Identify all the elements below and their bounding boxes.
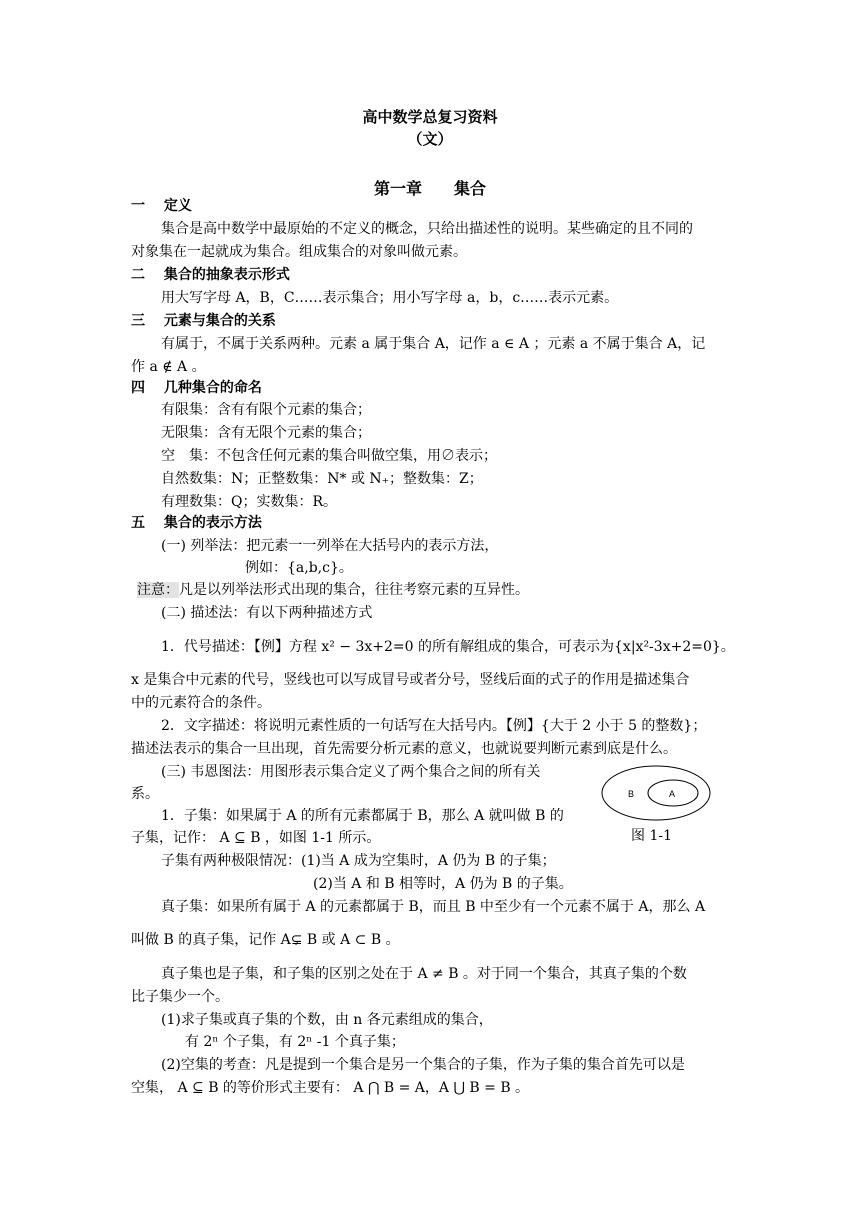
section-heading-1: 一 定义 <box>131 198 192 214</box>
chapter-title: 第一章 集合 <box>373 179 486 198</box>
paragraph: 对象集在一起就成为集合。组成集合的对象叫做元素。 <box>131 244 467 260</box>
section-heading-3: 三 元素与集合的关系 <box>131 313 276 329</box>
paragraph: 真子集：如果所有属于 A 的元素都属于 B，而且 B 中至少有一个元素不属于 A，那么 A <box>161 899 706 915</box>
paragraph: 作 a ∉ A 。 <box>131 359 206 375</box>
paragraph: (二) 描述法：有以下两种描述方式 <box>161 605 373 621</box>
paragraph: 1．子集：如果属于 A 的所有元素都属于 B，那么 A 就叫做 B 的 <box>161 808 564 824</box>
paragraph: 中的元素符合的条件。 <box>131 695 271 711</box>
paragraph: 子集有两种极限情况：(1)当 A 成为空集时，A 仍为 B 的子集； <box>161 853 556 869</box>
paragraph: x 是集合中元素的代号，竖线也可以写成冒号或者分号，竖线后面的式子的作用是描述集合 <box>131 672 690 688</box>
list-item: 有限集：含有有限个元素的集合； <box>161 402 371 418</box>
note <box>137 580 737 600</box>
paragraph: 空集， A ⊆ B 的等价形式主要有： A ⋂ B = A，A ⋃ B = B 。 <box>131 1080 530 1096</box>
set-a-label: A <box>669 789 676 799</box>
paragraph: 系。 <box>131 786 159 802</box>
doc-subtitle: （文） <box>407 130 453 148</box>
paragraph: 叫做 B 的真子集，记作 A⊊ B 或 A ⊂ B 。 <box>131 932 400 948</box>
doc-title: 高中数学总复习资料 <box>362 108 498 126</box>
paragraph: (一) 列举法：把元素一一列举在大括号内的表示方法， <box>161 538 499 554</box>
section-heading-5: 五 集合的表示方法 <box>131 515 262 531</box>
section-heading-2: 二 集合的抽象表示形式 <box>131 267 290 283</box>
section-heading-4: 四 几种集合的命名 <box>131 380 262 396</box>
list-item: 有理数集：Q；实数集：R。 <box>161 494 338 510</box>
paragraph: (1)求子集或真子集的个数，由 n 各元素组成的集合， <box>161 1012 493 1028</box>
paragraph: 真子集也是子集，和子集的区别之处在于 A ≠ B 。对于同一个集合，其真子集的个数 <box>161 966 687 982</box>
example: 例如：{a,b,c}。 <box>245 560 353 576</box>
paragraph: 子集，记作： A ⊆ B ，如图 1-1 所示。 <box>131 830 381 846</box>
paragraph: (2)当 A 和 B 相等时，A 仍为 B 的子集。 <box>313 876 573 892</box>
paragraph: 有 2ⁿ 个子集，有 2ⁿ -1 个真子集； <box>185 1034 405 1050</box>
paragraph: 1．代号描述：【例】方程 x² − 3x+2=0 的所有解组成的集合，可表示为{x|x²-3x+2=0}。 <box>161 639 735 655</box>
paragraph: (三) 韦恩图法：用图形表示集合定义了两个集合之间的所有关 <box>161 764 541 780</box>
note-text: 凡是以列举法形式出现的集合，往往考察元素的互异性。 <box>179 582 529 598</box>
venn-diagram <box>600 764 712 822</box>
figure-caption: 图 1-1 <box>631 828 672 844</box>
list-item: 无限集：含有无限个元素的集合； <box>161 425 371 441</box>
list-item: 自然数集：N；正整数集：N* 或 N₊；整数集：Z； <box>161 471 483 487</box>
note-label: 注意： <box>137 582 179 598</box>
paragraph: 有属于，不属于关系两种。元素 a 属于集合 A，记作 a ∈ A ；元素 a 不属于集合 A，记 <box>161 336 706 352</box>
paragraph: 描述法表示的集合一旦出现，首先需要分析元素的意义，也就说要判断元素到底是什么。 <box>131 741 677 757</box>
set-b-label: B <box>628 789 635 799</box>
paragraph: 比子集少一个。 <box>131 989 229 1005</box>
paragraph: (2)空集的考查：凡是提到一个集合是另一个集合的子集，作为子集的集合首先可以是 <box>161 1057 685 1073</box>
set-b-ellipse <box>602 766 710 820</box>
paragraph: 用大写字母 A，B，C……表示集合；用小写字母 a，b，c……表示元素。 <box>161 290 619 306</box>
paragraph: 集合是高中数学中最原始的不定义的概念，只给出描述性的说明。某些确定的且不同的 <box>161 221 693 237</box>
list-item: 空 集：不包含任何元素的集合叫做空集，用∅表示； <box>161 448 497 464</box>
paragraph: 2．文字描述：将说明元素性质的一句话写在大括号内。【例】{大于 2 小于 5 的整数}； <box>161 718 707 734</box>
